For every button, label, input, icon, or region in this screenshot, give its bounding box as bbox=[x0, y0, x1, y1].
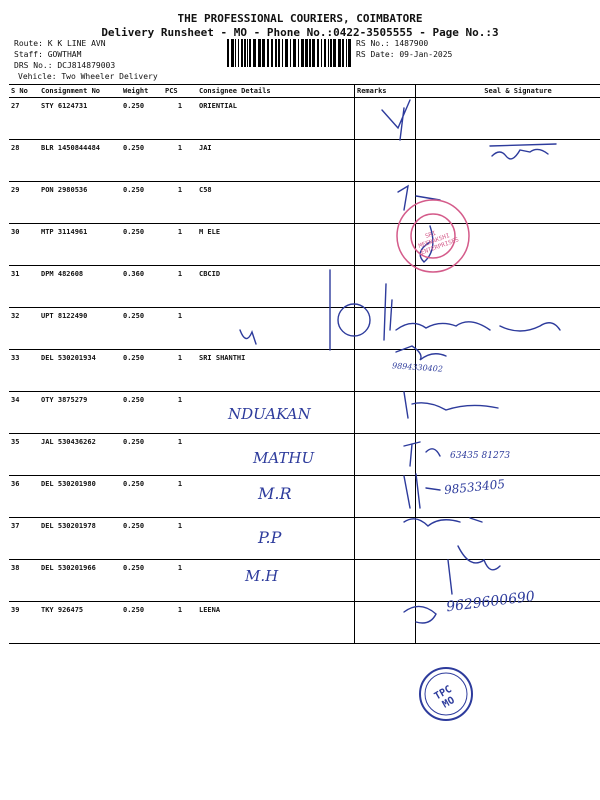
cell-sno: 33 bbox=[9, 350, 39, 392]
cell-pcs: 1 bbox=[163, 182, 197, 224]
stamp-tpc-mo-text: TPC MO bbox=[432, 683, 457, 711]
col-consignment: Consignment No bbox=[39, 85, 121, 98]
cell-consignee: SRI SHANTHI bbox=[197, 350, 355, 392]
cell-pcs: 1 bbox=[163, 476, 197, 518]
col-consignee: Consignee Details bbox=[197, 85, 355, 98]
company-name: THE PROFESSIONAL COURIERS, COIMBATORE bbox=[177, 12, 423, 25]
signature-row38 bbox=[448, 546, 500, 594]
staff-label: Staff: GOWTHAM bbox=[14, 50, 82, 59]
signature-row33 bbox=[396, 346, 446, 360]
col-remarks: Remarks bbox=[355, 85, 416, 98]
cell-pcs: 1 bbox=[163, 266, 197, 308]
cell-consignment-no: TKY 926475 bbox=[39, 602, 121, 644]
cell-sno: 28 bbox=[9, 140, 39, 182]
cell-consignment-no: DPM 482608 bbox=[39, 266, 121, 308]
handwritten-phone: 9894330402 bbox=[391, 361, 444, 374]
signature-row27 bbox=[382, 100, 410, 140]
cell-sno: 39 bbox=[9, 602, 39, 644]
cell-pcs: 1 bbox=[163, 224, 197, 266]
cell-consignee: JAI bbox=[197, 140, 355, 182]
cell-consignment-no: PON 2980536 bbox=[39, 182, 121, 224]
cell-weight: 0.250 bbox=[121, 476, 163, 518]
signature-row29 bbox=[398, 186, 440, 210]
cell-consignment-no: OTY 3875279 bbox=[39, 392, 121, 434]
cell-sno: 29 bbox=[9, 182, 39, 224]
cell-consignee: LEENA bbox=[197, 602, 355, 644]
rs-date: RS Date: 09-Jan-2025 bbox=[356, 50, 453, 59]
signature-row35 bbox=[404, 442, 440, 466]
handwritten-phone: 63435 81273 bbox=[450, 451, 511, 461]
cell-consignment-no: DEL 530201978 bbox=[39, 518, 121, 560]
cell-consignment-no: DEL 530201934 bbox=[39, 350, 121, 392]
vehicle-label: Vehicle: Two Wheeler Delivery bbox=[18, 72, 158, 81]
cell-pcs: 1 bbox=[163, 98, 197, 140]
cell-sno: 38 bbox=[9, 560, 39, 602]
cell-consignment-no: JAL 530436262 bbox=[39, 434, 121, 476]
cell-consignee: ORIENTIAL bbox=[197, 98, 355, 140]
cell-consignment-no: MTP 3114961 bbox=[39, 224, 121, 266]
cell-weight: 0.250 bbox=[121, 434, 163, 476]
cell-consignee: C58 bbox=[197, 182, 355, 224]
cell-sno: 32 bbox=[9, 308, 39, 350]
cell-pcs: 1 bbox=[163, 392, 197, 434]
signature-row32 bbox=[396, 322, 560, 331]
signature-row34 bbox=[404, 392, 498, 418]
drs-number: DRS No.: DCJ814879003 bbox=[14, 61, 116, 70]
signature-row39 bbox=[404, 606, 436, 623]
cell-weight: 0.250 bbox=[121, 392, 163, 434]
cell-pcs: 1 bbox=[163, 308, 197, 350]
cell-sno: 30 bbox=[9, 224, 39, 266]
cell-sno: 36 bbox=[9, 476, 39, 518]
cell-sno: 31 bbox=[9, 266, 39, 308]
cell-weight: 0.250 bbox=[121, 518, 163, 560]
cell-consignment-no: BLR 1450844484 bbox=[39, 140, 121, 182]
cell-consignee: M ELE bbox=[197, 224, 355, 266]
handwritten-name: M.R bbox=[258, 484, 292, 503]
runsheet-subtitle: Delivery Runsheet - MO - Phone No.:0422-3505555 - Page No.:3 bbox=[101, 26, 499, 39]
cell-weight: 0.250 bbox=[121, 98, 163, 140]
signature-row33-mark bbox=[240, 330, 256, 344]
cell-sno: 35 bbox=[9, 434, 39, 476]
cell-pcs: 1 bbox=[163, 434, 197, 476]
cell-consignment-no: UPT 8122490 bbox=[39, 308, 121, 350]
cell-weight: 0.250 bbox=[121, 224, 163, 266]
cell-sno: 37 bbox=[9, 518, 39, 560]
cell-sno: 27 bbox=[9, 98, 39, 140]
stamp-sri-meenakshi-text: SRI MEENAKSHI ENTERPRISES bbox=[417, 229, 460, 257]
cell-consignment-no: DEL 530201966 bbox=[39, 560, 121, 602]
cell-pcs: 1 bbox=[163, 560, 197, 602]
col-sno: S No bbox=[9, 85, 39, 98]
cell-pcs: 1 bbox=[163, 518, 197, 560]
cell-consignee: CBCID bbox=[197, 266, 355, 308]
cell-weight: 0.250 bbox=[121, 308, 163, 350]
cell-weight: 0.250 bbox=[121, 350, 163, 392]
signature-row37 bbox=[404, 518, 482, 526]
signature-row31 bbox=[330, 270, 392, 350]
handwritten-phone: 9629600690 bbox=[445, 588, 536, 616]
handwritten-name: MATHU bbox=[253, 449, 315, 467]
signature-row32-circle bbox=[338, 304, 370, 336]
cell-pcs: 1 bbox=[163, 602, 197, 644]
cell-consignment-no: STY 6124731 bbox=[39, 98, 121, 140]
handwritten-name: M.H bbox=[245, 567, 279, 585]
route-label: Route: K K LINE AVN bbox=[14, 39, 106, 48]
handwritten-name: P.P bbox=[258, 528, 282, 547]
rs-number: RS No.: 1487900 bbox=[356, 39, 429, 48]
cell-pcs: 1 bbox=[163, 350, 197, 392]
cell-sno: 34 bbox=[9, 392, 39, 434]
cell-consignment-no: DEL 530201980 bbox=[39, 476, 121, 518]
cell-pcs: 1 bbox=[163, 140, 197, 182]
cell-weight: 0.250 bbox=[121, 140, 163, 182]
signature-row36 bbox=[404, 474, 440, 508]
col-weight: Weight bbox=[121, 85, 163, 98]
cell-weight: 0.360 bbox=[121, 266, 163, 308]
cell-weight: 0.250 bbox=[121, 560, 163, 602]
cell-weight: 0.250 bbox=[121, 182, 163, 224]
col-signature: Seal & Signature bbox=[416, 85, 600, 98]
signature-row28 bbox=[490, 144, 556, 159]
cell-weight: 0.250 bbox=[121, 602, 163, 644]
handwritten-name: NDUAKAN bbox=[228, 405, 311, 423]
col-pcs: PCS bbox=[163, 85, 197, 98]
handwritten-phone: 98533405 bbox=[443, 476, 506, 498]
